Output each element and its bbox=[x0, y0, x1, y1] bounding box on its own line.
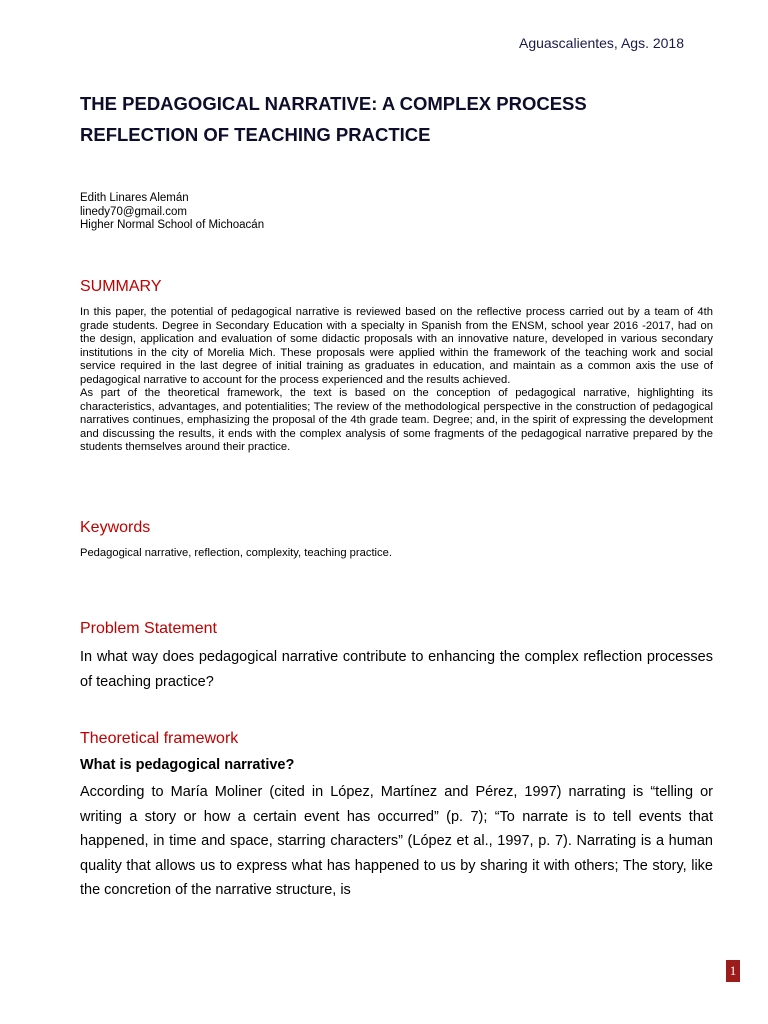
summary-body bbox=[80, 306, 713, 455]
problem-statement-heading: Problem Statement bbox=[80, 620, 217, 637]
author-email: linedy70@gmail.com bbox=[80, 205, 187, 218]
author-affiliation: Higher Normal School of Michoacán bbox=[80, 219, 265, 231]
author-block bbox=[80, 192, 264, 233]
summary-heading: SUMMARY bbox=[80, 278, 162, 295]
header-location: Aguascalientes, Ags. 2018 bbox=[518, 35, 684, 51]
title-line-1: THE PEDAGOGICAL NARRATIVE: A COMPLEX PROCESS bbox=[80, 93, 587, 114]
title-line-2: REFLECTION OF TEACHING PRACTICE bbox=[80, 124, 431, 145]
keywords-heading: Keywords bbox=[80, 519, 151, 536]
problem-statement-text: In what way does pedagogical narrative contribute to enhancing the complex reflection processes of teaching practice? bbox=[80, 649, 713, 690]
theoretical-framework-heading: Theoretical framework bbox=[80, 730, 239, 747]
summary-paragraph-1: In this paper, the potential of pedagogical narrative is reviewed based on the reflective process carried out by a team of 4th grade students. Degree in Secondary Education with a specialty in Spanish from the ENSM, school year 2016 -2017, had on the design, application and evaluation of some didactic proposals with an innovative nature, developed in various secondary institutions in the city of Morelia Mich. These proposals were applied within the framework of the teaching work and social service required in the last degree of initial training as graduates in education, and maintain as a common axis the use of pedagogical narrative to account for the process experienced and the results achieved. bbox=[80, 306, 713, 386]
author-name: Edith Linares Alemán bbox=[80, 192, 189, 204]
framework-subheading: What is pedagogical narrative? bbox=[80, 757, 295, 773]
page-number: 1 bbox=[726, 960, 740, 982]
summary-paragraph-2: As part of the theoretical framework, the text is based on the conception of pedagogical narrative, highlighting its characteristics, advantages, and potentialities; The review of the methodological perspective in the construction of pedagogical narratives continues, emphasizing the proposal of the 4th grade team. Degree; and, in the spirit of expressing the development and discussing the results, it ends with the complex analysis of some fragments of the pedagogical narrative prepared by the students themselves around their practice. bbox=[80, 387, 713, 453]
keywords-text: Pedagogical narrative, reflection, complexity, teaching practice. bbox=[80, 547, 392, 559]
paper-title bbox=[80, 88, 690, 150]
framework-text: According to María Moliner (cited in López, Martínez and Pérez, 1997) narrating is “telling or writing a story or how a certain event has occurred” (p. 7); “To narrate is to tell events that happened, in time and space, starring characters” (López et al., 1997, p. 7). Narrating is a human quality that allows us to express what has happened to us by sharing it with others; The story, like the concretion of the narrative structure, is bbox=[80, 784, 713, 898]
